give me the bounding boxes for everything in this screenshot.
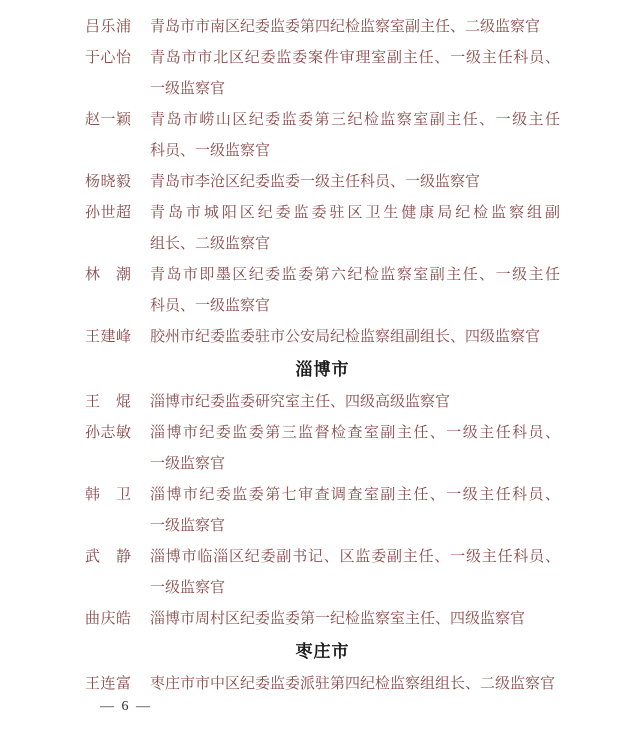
official-name: 王建峰 — [85, 329, 132, 345]
position-line: 青岛市即墨区纪委监委第六纪检监察室副主任、一级主任 — [150, 267, 560, 283]
position-line: 科员、一级监察官 — [150, 298, 271, 314]
official-entry — [85, 12, 560, 43]
official-entry — [85, 260, 560, 322]
official-entry — [85, 542, 560, 604]
official-position — [150, 260, 560, 322]
official-name: 杨晓毅 — [85, 174, 132, 190]
official-position — [150, 604, 560, 635]
position-line: 淄博市纪委监委第七审查调查室副主任、一级主任科员、 — [150, 487, 560, 503]
official-name: 于心怡 — [85, 50, 132, 66]
position-line: 淄博市纪委监委第三监督检查室副主任、一级主任科员、 — [150, 425, 560, 441]
official-entry — [85, 43, 560, 105]
position-line: 淄博市周村区纪委监委第一纪检监察室主任、四级监察官 — [150, 611, 526, 627]
official-position — [150, 322, 560, 353]
official-position — [150, 12, 560, 43]
position-line: 青岛市市南区纪委监委第四纪检监察室副主任、二级监察官 — [150, 19, 541, 35]
official-entry — [85, 198, 560, 260]
official-position — [150, 43, 560, 105]
position-line: 科员、一级监察官 — [150, 143, 271, 159]
official-entry — [85, 387, 560, 418]
official-position — [150, 480, 560, 542]
position-line: 枣庄市市中区纪委监委派驻第四纪检监察组组长、二级监察官 — [150, 676, 556, 692]
position-line: 一级监察官 — [150, 518, 226, 534]
official-entry — [85, 480, 560, 542]
official-entry — [85, 669, 560, 700]
official-entry — [85, 604, 560, 635]
official-name: 孙世超 — [85, 205, 132, 221]
official-position — [150, 105, 560, 167]
official-position — [150, 387, 560, 418]
official-position — [150, 167, 560, 198]
position-line: 一级监察官 — [150, 580, 226, 596]
page-content — [85, 12, 560, 700]
position-line: 一级监察官 — [150, 81, 226, 97]
official-position — [150, 542, 560, 604]
official-name: 王 焜 — [85, 394, 132, 410]
official-name: 赵一颖 — [85, 112, 132, 128]
position-line: 淄博市纪委监委研究室主任、四级高级监察官 — [150, 394, 451, 410]
official-name: 曲庆皓 — [85, 611, 132, 627]
position-line: 青岛市市北区纪委监委案件审理室副主任、一级主任科员、 — [150, 50, 560, 66]
position-line: 淄博市临淄区纪委副书记、区监委副主任、一级主任科员、 — [150, 549, 560, 565]
official-entry — [85, 167, 560, 198]
city-section-header: 枣庄市 — [295, 642, 350, 661]
position-line: 一级监察官 — [150, 456, 226, 472]
official-name: 林 潮 — [85, 267, 132, 283]
position-line: 组长、二级监察官 — [150, 236, 271, 252]
position-line: 青岛市李沧区纪委监委一级主任科员、一级监察官 — [150, 174, 481, 190]
official-position — [150, 669, 560, 700]
official-entry — [85, 105, 560, 167]
official-name: 武 静 — [85, 549, 132, 565]
official-name: 孙志敏 — [85, 425, 132, 441]
official-position — [150, 198, 560, 260]
position-line: 胶州市纪委监委驻市公安局纪检监察组副组长、四级监察官 — [150, 329, 541, 345]
official-name: 韩 卫 — [85, 487, 132, 503]
position-line: 青岛市崂山区纪委监委第三纪检监察室副主任、一级主任 — [150, 112, 560, 128]
city-section-header: 淄博市 — [295, 360, 350, 379]
official-name: 王连富 — [85, 676, 132, 692]
official-name: 吕乐浦 — [85, 19, 132, 35]
page-number-footer: — 6 — — [100, 699, 152, 714]
official-entry — [85, 418, 560, 480]
official-entry — [85, 322, 560, 353]
position-line: 青岛市城阳区纪委监委驻区卫生健康局纪检监察组副 — [150, 205, 560, 221]
official-position — [150, 418, 560, 480]
